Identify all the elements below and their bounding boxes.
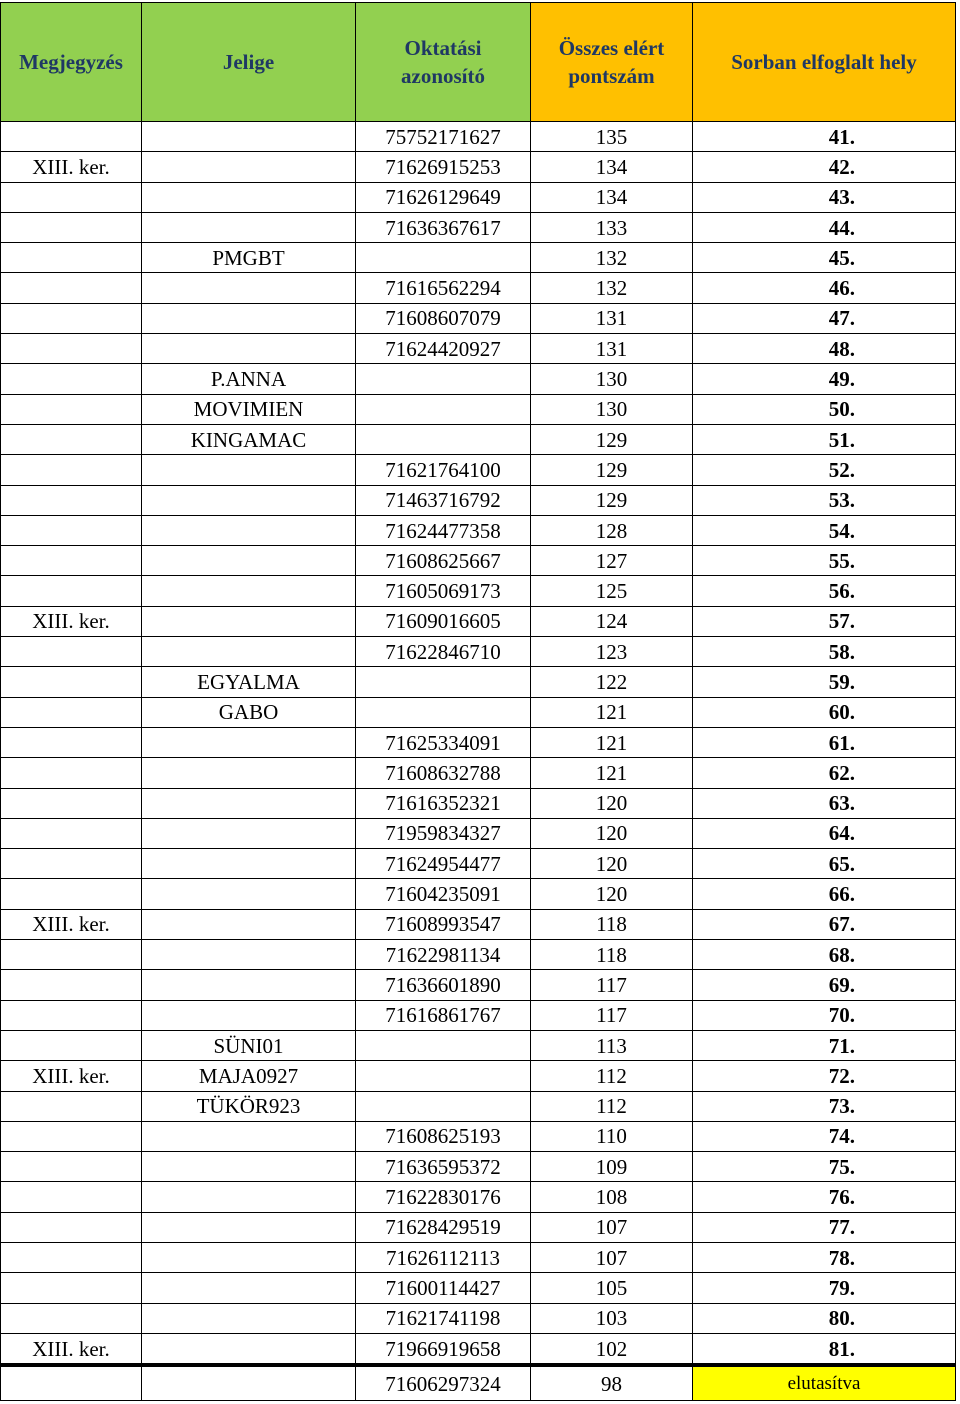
- cell-rank: 80.: [693, 1303, 956, 1333]
- cell-note: [1, 1000, 142, 1030]
- cell-note: [1, 455, 142, 485]
- table-row: [1, 818, 956, 848]
- cell-motto: [142, 455, 356, 485]
- cell-note: XIII. ker.: [1, 606, 142, 636]
- cell-id: 71463716792: [356, 485, 531, 515]
- header-row: [1, 3, 956, 122]
- cell-id: [356, 394, 531, 424]
- cell-note: [1, 576, 142, 606]
- cell-id: [356, 364, 531, 394]
- cell-score: 134: [531, 152, 693, 182]
- cell-score: 107: [531, 1242, 693, 1272]
- cell-id: 71626915253: [356, 152, 531, 182]
- cell-score: 130: [531, 364, 693, 394]
- cell-rank: 43.: [693, 182, 956, 212]
- cell-score: 121: [531, 758, 693, 788]
- table-row: [1, 1333, 956, 1365]
- cell-note: [1, 727, 142, 757]
- cell-rank: 66.: [693, 879, 956, 909]
- cell-rank: 55.: [693, 546, 956, 576]
- cell-id: 71624420927: [356, 334, 531, 364]
- cell-motto: [142, 909, 356, 939]
- cell-score: 120: [531, 818, 693, 848]
- table-row: [1, 485, 956, 515]
- cell-id: [356, 1030, 531, 1060]
- cell-motto: [142, 1365, 356, 1401]
- cell-score: 129: [531, 485, 693, 515]
- table-body: [1, 122, 956, 1401]
- cell-score: 118: [531, 909, 693, 939]
- cell-score: 118: [531, 940, 693, 970]
- cell-rank: 46.: [693, 273, 956, 303]
- cell-note: [1, 273, 142, 303]
- cell-note: [1, 1303, 142, 1333]
- cell-note: [1, 394, 142, 424]
- cell-id: 71636595372: [356, 1152, 531, 1182]
- cell-rank: 68.: [693, 940, 956, 970]
- cell-note: XIII. ker.: [1, 1061, 142, 1091]
- cell-motto: [142, 576, 356, 606]
- cell-note: [1, 485, 142, 515]
- cell-score: 121: [531, 697, 693, 727]
- cell-id: 71622830176: [356, 1182, 531, 1212]
- cell-id: 71608625667: [356, 546, 531, 576]
- cell-note: [1, 364, 142, 394]
- rejected-status: elutasítva: [693, 1365, 956, 1401]
- cell-motto: [142, 1303, 356, 1333]
- cell-rank: 81.: [693, 1333, 956, 1365]
- cell-note: [1, 243, 142, 273]
- cell-rank: 76.: [693, 1182, 956, 1212]
- cell-score: 107: [531, 1212, 693, 1242]
- cell-score: 108: [531, 1182, 693, 1212]
- cell-note: [1, 849, 142, 879]
- cell-note: [1, 879, 142, 909]
- cell-score: 132: [531, 243, 693, 273]
- cell-note: [1, 334, 142, 364]
- cell-rank: 56.: [693, 576, 956, 606]
- table-row: [1, 849, 956, 879]
- header-id-line2: azonosító: [401, 64, 485, 88]
- cell-motto: [142, 334, 356, 364]
- cell-rank: 78.: [693, 1242, 956, 1272]
- cell-motto: [142, 1000, 356, 1030]
- cell-score: 125: [531, 576, 693, 606]
- table-row: [1, 667, 956, 697]
- cell-motto: SÜNI01: [142, 1030, 356, 1060]
- cell-id: [356, 667, 531, 697]
- cell-motto: EGYALMA: [142, 667, 356, 697]
- cell-motto: [142, 788, 356, 818]
- table-row: [1, 697, 956, 727]
- header-note: Megjegyzés: [1, 3, 142, 122]
- cell-note: XIII. ker.: [1, 909, 142, 939]
- table-row: [1, 1091, 956, 1121]
- table-row: [1, 424, 956, 454]
- cell-note: [1, 424, 142, 454]
- table-row: [1, 758, 956, 788]
- cell-motto: [142, 546, 356, 576]
- cell-score: 105: [531, 1273, 693, 1303]
- cell-id: 71616861767: [356, 1000, 531, 1030]
- table-row: [1, 394, 956, 424]
- cell-rank: 63.: [693, 788, 956, 818]
- cell-motto: [142, 1212, 356, 1242]
- cell-motto: [142, 758, 356, 788]
- cell-rank: 59.: [693, 667, 956, 697]
- cell-note: [1, 303, 142, 333]
- cell-rank: 44.: [693, 212, 956, 242]
- cell-rank: 74.: [693, 1121, 956, 1151]
- cell-score: 120: [531, 849, 693, 879]
- cell-note: [1, 697, 142, 727]
- cell-id: 71605069173: [356, 576, 531, 606]
- cell-score: 112: [531, 1061, 693, 1091]
- cell-id: 71608625193: [356, 1121, 531, 1151]
- cell-score: 122: [531, 667, 693, 697]
- cell-id: 71622981134: [356, 940, 531, 970]
- cell-score: 109: [531, 1152, 693, 1182]
- cell-score: 120: [531, 879, 693, 909]
- cell-score: 103: [531, 1303, 693, 1333]
- cell-score: 117: [531, 1000, 693, 1030]
- table-row: [1, 1303, 956, 1333]
- cell-id: 71636367617: [356, 212, 531, 242]
- cell-id: 71636601890: [356, 970, 531, 1000]
- table-row: [1, 1030, 956, 1060]
- cell-motto: [142, 122, 356, 152]
- cell-rank: 53.: [693, 485, 956, 515]
- table-row: [1, 334, 956, 364]
- table-row: [1, 606, 956, 636]
- cell-motto: [142, 182, 356, 212]
- cell-score: 110: [531, 1121, 693, 1151]
- cell-score: 129: [531, 455, 693, 485]
- cell-note: XIII. ker.: [1, 1333, 142, 1365]
- cell-id: [356, 1091, 531, 1121]
- table-row: [1, 576, 956, 606]
- cell-rank: 50.: [693, 394, 956, 424]
- cell-motto: GABO: [142, 697, 356, 727]
- cell-score: 112: [531, 1091, 693, 1121]
- cell-rank: 79.: [693, 1273, 956, 1303]
- cell-id: 71616562294: [356, 273, 531, 303]
- cell-id: 71608607079: [356, 303, 531, 333]
- cell-note: [1, 1242, 142, 1272]
- cell-id: 71606297324: [356, 1365, 531, 1401]
- cell-motto: TÜKÖR923: [142, 1091, 356, 1121]
- cell-score: 124: [531, 606, 693, 636]
- table-row: [1, 122, 956, 152]
- cell-motto: [142, 970, 356, 1000]
- cell-motto: [142, 303, 356, 333]
- cell-score: 102: [531, 1333, 693, 1365]
- cell-rank: 75.: [693, 1152, 956, 1182]
- cell-rank: 51.: [693, 424, 956, 454]
- cell-rank: 48.: [693, 334, 956, 364]
- cell-motto: [142, 1242, 356, 1272]
- table-row: [1, 182, 956, 212]
- cell-motto: [142, 879, 356, 909]
- cell-motto: MOVIMIEN: [142, 394, 356, 424]
- cell-id: 71624954477: [356, 849, 531, 879]
- cell-note: [1, 788, 142, 818]
- header-score: [531, 3, 693, 122]
- cell-rank: 72.: [693, 1061, 956, 1091]
- cell-rank: 62.: [693, 758, 956, 788]
- cell-motto: [142, 485, 356, 515]
- cell-motto: [142, 1152, 356, 1182]
- table-row: [1, 364, 956, 394]
- cell-id: 71616352321: [356, 788, 531, 818]
- cell-score: 128: [531, 515, 693, 545]
- header-score-line1: Összes elért: [558, 36, 665, 60]
- table-row: [1, 243, 956, 273]
- table-row: [1, 909, 956, 939]
- cell-id: 75752171627: [356, 122, 531, 152]
- cell-rank: 77.: [693, 1212, 956, 1242]
- cell-score: 117: [531, 970, 693, 1000]
- cell-motto: [142, 606, 356, 636]
- cell-note: [1, 515, 142, 545]
- table-row-rejected: [1, 1365, 956, 1401]
- cell-motto: P.ANNA: [142, 364, 356, 394]
- cell-score: 127: [531, 546, 693, 576]
- table-row: [1, 727, 956, 757]
- cell-rank: 45.: [693, 243, 956, 273]
- cell-rank: 70.: [693, 1000, 956, 1030]
- cell-rank: 64.: [693, 818, 956, 848]
- cell-score: 113: [531, 1030, 693, 1060]
- cell-note: [1, 1182, 142, 1212]
- cell-note: [1, 667, 142, 697]
- cell-id: 71624477358: [356, 515, 531, 545]
- cell-score: 133: [531, 212, 693, 242]
- cell-rank: 73.: [693, 1091, 956, 1121]
- cell-motto: [142, 1333, 356, 1365]
- cell-rank: 57.: [693, 606, 956, 636]
- cell-rank: 47.: [693, 303, 956, 333]
- cell-score: 98: [531, 1365, 693, 1401]
- header-id: [356, 3, 531, 122]
- cell-rank: 42.: [693, 152, 956, 182]
- cell-motto: [142, 727, 356, 757]
- header-score-line2: pontszám: [568, 64, 655, 88]
- table-row: [1, 1182, 956, 1212]
- cell-note: [1, 1273, 142, 1303]
- cell-score: 131: [531, 334, 693, 364]
- cell-score: 123: [531, 637, 693, 667]
- cell-note: [1, 818, 142, 848]
- cell-score: 131: [531, 303, 693, 333]
- cell-note: [1, 1091, 142, 1121]
- cell-score: 129: [531, 424, 693, 454]
- cell-rank: 52.: [693, 455, 956, 485]
- cell-motto: PMGBT: [142, 243, 356, 273]
- cell-score: 120: [531, 788, 693, 818]
- cell-note: [1, 1212, 142, 1242]
- cell-id: 71959834327: [356, 818, 531, 848]
- cell-motto: [142, 849, 356, 879]
- cell-note: [1, 940, 142, 970]
- cell-note: [1, 1030, 142, 1060]
- table-row: [1, 1000, 956, 1030]
- header-id-line1: Oktatási: [404, 36, 482, 60]
- cell-id: 71622846710: [356, 637, 531, 667]
- cell-note: XIII. ker.: [1, 152, 142, 182]
- cell-motto: [142, 212, 356, 242]
- table-row: [1, 1152, 956, 1182]
- cell-motto: [142, 1182, 356, 1212]
- table-row: [1, 970, 956, 1000]
- cell-rank: 41.: [693, 122, 956, 152]
- cell-motto: [142, 1273, 356, 1303]
- cell-note: [1, 637, 142, 667]
- table-row: [1, 455, 956, 485]
- cell-note: [1, 758, 142, 788]
- table-row: [1, 152, 956, 182]
- cell-id: [356, 424, 531, 454]
- cell-id: 71625334091: [356, 727, 531, 757]
- table-row: [1, 1212, 956, 1242]
- cell-id: 71608632788: [356, 758, 531, 788]
- cell-note: [1, 182, 142, 212]
- table-row: [1, 1242, 956, 1272]
- cell-motto: [142, 818, 356, 848]
- cell-score: 132: [531, 273, 693, 303]
- table-row: [1, 273, 956, 303]
- cell-motto: [142, 273, 356, 303]
- cell-score: 121: [531, 727, 693, 757]
- cell-rank: 71.: [693, 1030, 956, 1060]
- cell-id: 71628429519: [356, 1212, 531, 1242]
- cell-motto: [142, 152, 356, 182]
- table-row: [1, 1061, 956, 1091]
- cell-score: 134: [531, 182, 693, 212]
- cell-score: 130: [531, 394, 693, 424]
- table-row: [1, 1273, 956, 1303]
- cell-id: 71608993547: [356, 909, 531, 939]
- cell-id: 71626112113: [356, 1242, 531, 1272]
- cell-note: [1, 970, 142, 1000]
- table-row: [1, 515, 956, 545]
- cell-motto: [142, 637, 356, 667]
- cell-id: [356, 1061, 531, 1091]
- cell-note: [1, 122, 142, 152]
- cell-rank: 58.: [693, 637, 956, 667]
- table-row: [1, 879, 956, 909]
- table-row: [1, 637, 956, 667]
- cell-note: [1, 1121, 142, 1151]
- cell-id: 71621764100: [356, 455, 531, 485]
- cell-rank: 65.: [693, 849, 956, 879]
- header-rank: Sorban elfoglalt hely: [693, 3, 956, 122]
- header-motto: Jelige: [142, 3, 356, 122]
- cell-rank: 61.: [693, 727, 956, 757]
- table-row: [1, 1121, 956, 1151]
- table-row: [1, 788, 956, 818]
- cell-id: 71966919658: [356, 1333, 531, 1365]
- cell-id: 71600114427: [356, 1273, 531, 1303]
- cell-note: [1, 1365, 142, 1401]
- cell-rank: 54.: [693, 515, 956, 545]
- cell-id: 71626129649: [356, 182, 531, 212]
- table-row: [1, 546, 956, 576]
- cell-id: [356, 697, 531, 727]
- cell-id: 71621741198: [356, 1303, 531, 1333]
- cell-id: 71609016605: [356, 606, 531, 636]
- cell-id: [356, 243, 531, 273]
- results-table: [0, 2, 956, 1401]
- cell-motto: [142, 515, 356, 545]
- cell-note: [1, 1152, 142, 1182]
- table-row: [1, 303, 956, 333]
- cell-rank: 60.: [693, 697, 956, 727]
- cell-motto: KINGAMAC: [142, 424, 356, 454]
- cell-score: 135: [531, 122, 693, 152]
- cell-rank: 49.: [693, 364, 956, 394]
- cell-rank: 69.: [693, 970, 956, 1000]
- cell-note: [1, 546, 142, 576]
- table-row: [1, 212, 956, 242]
- cell-motto: [142, 940, 356, 970]
- table-row: [1, 940, 956, 970]
- cell-note: [1, 212, 142, 242]
- cell-motto: [142, 1121, 356, 1151]
- cell-rank: 67.: [693, 909, 956, 939]
- cell-id: 71604235091: [356, 879, 531, 909]
- cell-motto: MAJA0927: [142, 1061, 356, 1091]
